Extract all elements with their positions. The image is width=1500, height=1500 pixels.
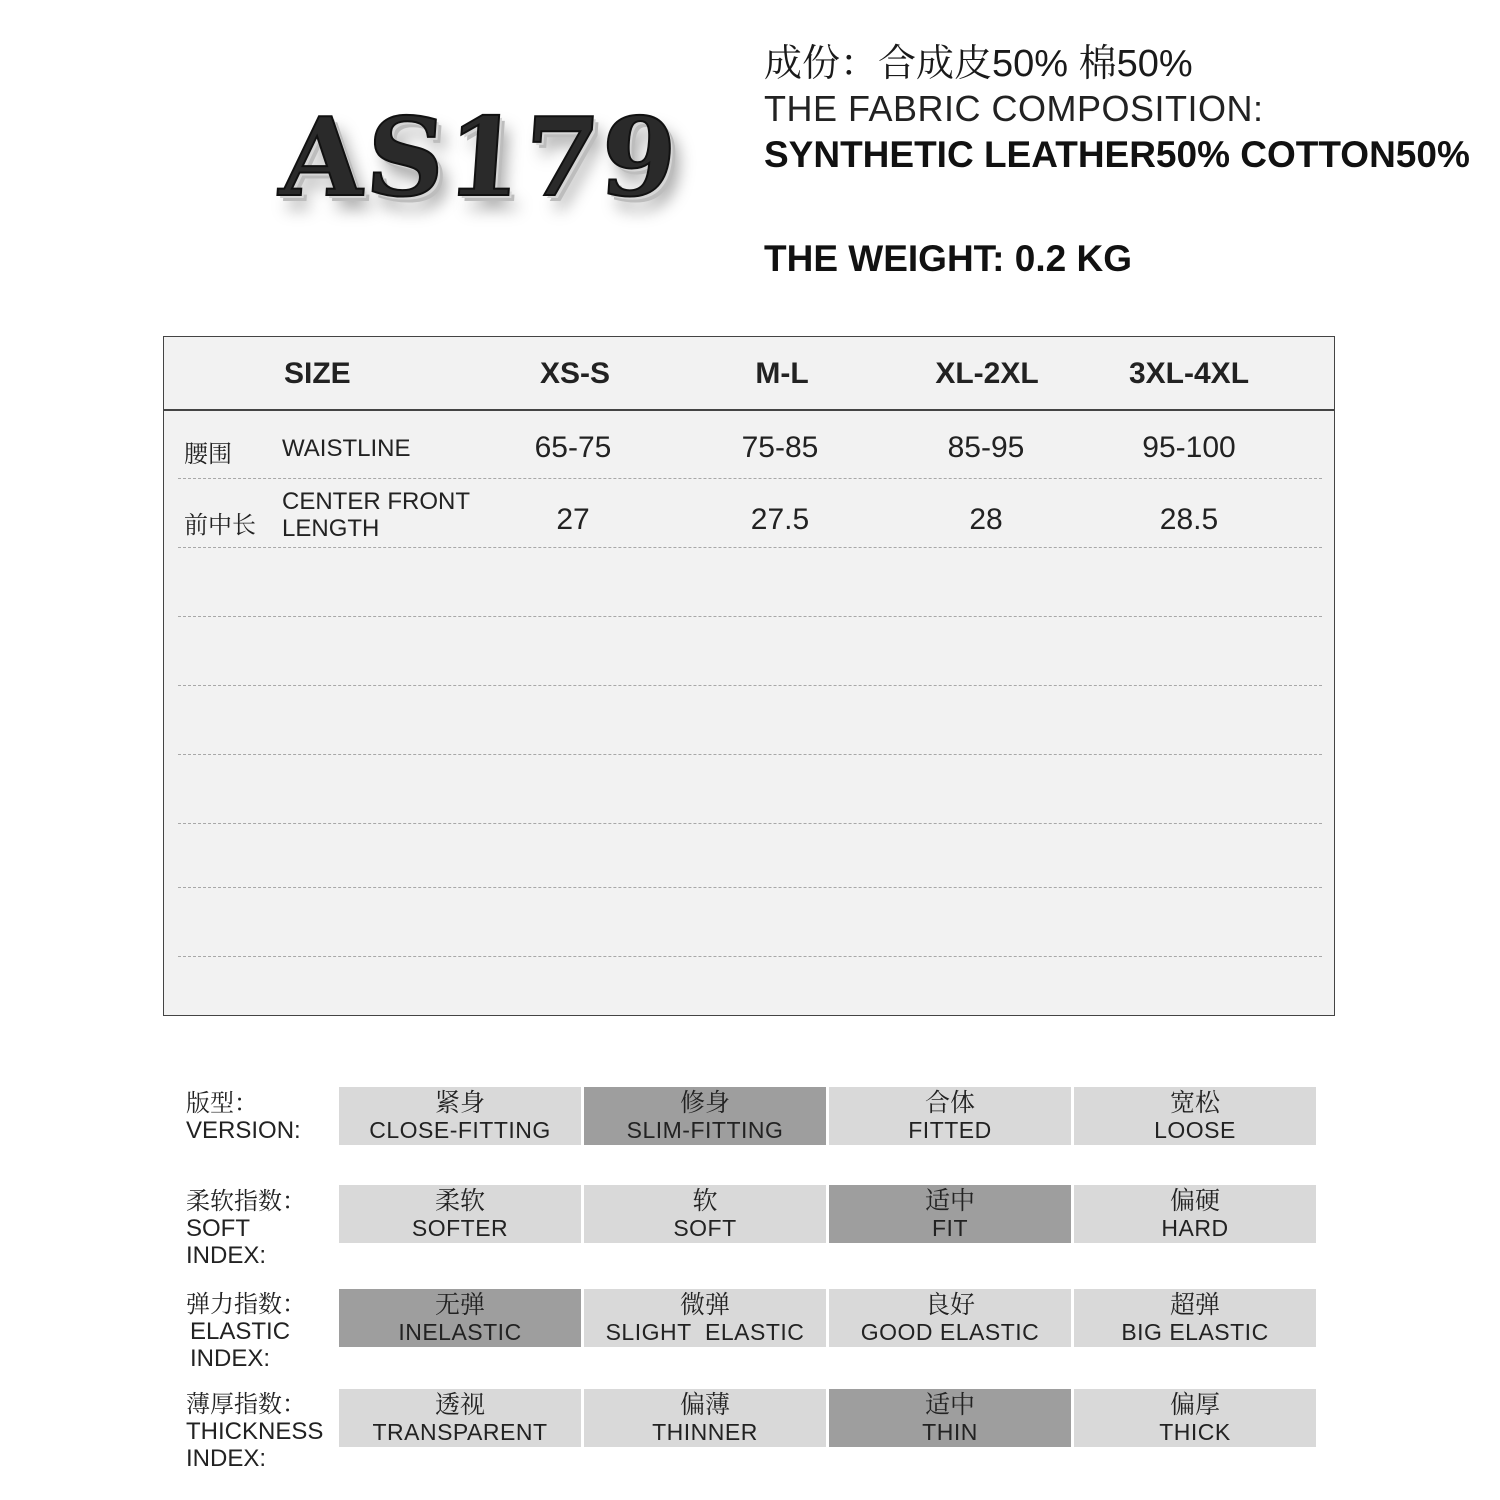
option-cn: 合体 (924, 1089, 975, 1117)
header-xs-s: XS-S (539, 357, 611, 390)
option-inelastic (339, 1289, 581, 1347)
table-cell: 27.5 (750, 503, 810, 536)
option-softer (339, 1185, 581, 1243)
header-size: SIZE (284, 357, 351, 390)
attribute-label-cn: 柔软指数： (186, 1188, 306, 1215)
option-en: CLOSE-FITTING (369, 1117, 551, 1143)
composition-title: THE FABRIC COMPOSITION: (764, 88, 1264, 129)
header-xl-2xl: XL-2XL (935, 357, 1039, 390)
option-cn: 修身 (679, 1089, 730, 1117)
option-slim-fitting (584, 1087, 826, 1145)
option-cn: 偏硬 (1169, 1187, 1220, 1215)
option-en: TRANSPARENT (372, 1419, 548, 1445)
table-cell: 65-75 (534, 431, 612, 464)
option-cn: 良好 (924, 1291, 975, 1319)
option-en: THINNER (652, 1419, 758, 1445)
row-label-en: WAISTLINE (282, 435, 411, 462)
table-cell: 75-85 (741, 431, 819, 464)
row-divider (178, 887, 1322, 888)
option-cn: 适中 (924, 1391, 975, 1419)
option-cn: 偏薄 (679, 1391, 730, 1419)
option-en: BIG ELASTIC (1121, 1319, 1269, 1345)
attribute-label (186, 1090, 301, 1144)
row-divider (178, 823, 1322, 824)
table-cell: 27 (556, 503, 590, 536)
option-cn: 超弹 (1169, 1291, 1220, 1319)
attribute-label-cn: 弹力指数： (186, 1291, 306, 1318)
option-cn: 偏厚 (1169, 1391, 1220, 1419)
option-good-elastic (829, 1289, 1071, 1347)
header-3xl-4xl: 3XL-4XL (1128, 357, 1250, 390)
option-big-elastic (1074, 1289, 1316, 1347)
row-divider (178, 616, 1322, 617)
table-cell: 28 (969, 503, 1003, 536)
option-en: FIT (932, 1215, 968, 1241)
attribute-label (186, 1188, 326, 1269)
product-code-logo: AS179 (276, 95, 683, 221)
table-cell: 28.5 (1159, 503, 1219, 536)
option-en: SLIM-FITTING (626, 1117, 784, 1143)
option-soft (584, 1185, 826, 1243)
option-fit (829, 1185, 1071, 1243)
option-en: SOFT (673, 1215, 737, 1241)
row-divider (178, 754, 1322, 755)
option-cn: 无弹 (434, 1291, 485, 1319)
attribute-label-en: SOFT INDEX: (186, 1215, 267, 1269)
attribute-label (186, 1291, 326, 1372)
option-cn: 软 (692, 1187, 718, 1215)
option-thin (829, 1389, 1071, 1447)
option-en: INELASTIC (398, 1319, 522, 1345)
row-label-cn: 腰围 (184, 441, 232, 468)
attribute-label-cn: 薄厚指数： (186, 1391, 306, 1418)
row-divider (178, 547, 1322, 548)
option-en: GOOD ELASTIC (860, 1319, 1040, 1345)
option-cn: 柔软 (434, 1187, 485, 1215)
size-table (163, 336, 1335, 1016)
composition-value: SYNTHETIC LEATHER50% COTTON50% (764, 134, 1470, 175)
option-en: THIN (922, 1419, 978, 1445)
option-en: FITTED (908, 1117, 992, 1143)
option-transparent (339, 1389, 581, 1447)
attribute-label-en: ELASTIC INDEX: (190, 1318, 291, 1372)
option-slight-elastic (584, 1289, 826, 1347)
option-thinner (584, 1389, 826, 1447)
header-m-l: M-L (755, 357, 809, 390)
row-label-cn: 前中长 (184, 512, 256, 539)
attribute-label-en: THICKNESS INDEX: (186, 1418, 324, 1472)
option-thick (1074, 1389, 1316, 1447)
option-en: SLIGHT ELASTIC (605, 1319, 805, 1345)
row-divider (178, 478, 1322, 479)
attribute-label (186, 1391, 336, 1472)
option-cn: 适中 (924, 1187, 975, 1215)
option-cn: 微弹 (679, 1291, 730, 1319)
attribute-label-en: VERSION: (186, 1117, 301, 1144)
table-cell: 85-95 (947, 431, 1025, 464)
option-en: THICK (1159, 1419, 1231, 1445)
option-en: HARD (1161, 1215, 1229, 1241)
option-cn: 宽松 (1169, 1089, 1220, 1117)
option-close-fitting (339, 1087, 581, 1145)
option-cn: 透视 (434, 1391, 485, 1419)
option-fitted (829, 1087, 1071, 1145)
row-divider (178, 685, 1322, 686)
option-en: LOOSE (1154, 1117, 1236, 1143)
weight: THE WEIGHT: 0.2 KG (764, 238, 1132, 279)
option-loose (1074, 1087, 1316, 1145)
option-hard (1074, 1185, 1316, 1243)
option-en: SOFTER (411, 1215, 509, 1241)
composition-cn: 成份：合成皮50% 棉50% (764, 43, 1193, 85)
attribute-label-cn: 版型： (186, 1090, 258, 1117)
option-cn: 紧身 (434, 1089, 485, 1117)
row-divider (178, 956, 1322, 957)
size-table-header (164, 337, 1334, 411)
table-cell: 95-100 (1142, 431, 1236, 464)
row-label-en: CENTER FRONT LENGTH (282, 488, 470, 542)
